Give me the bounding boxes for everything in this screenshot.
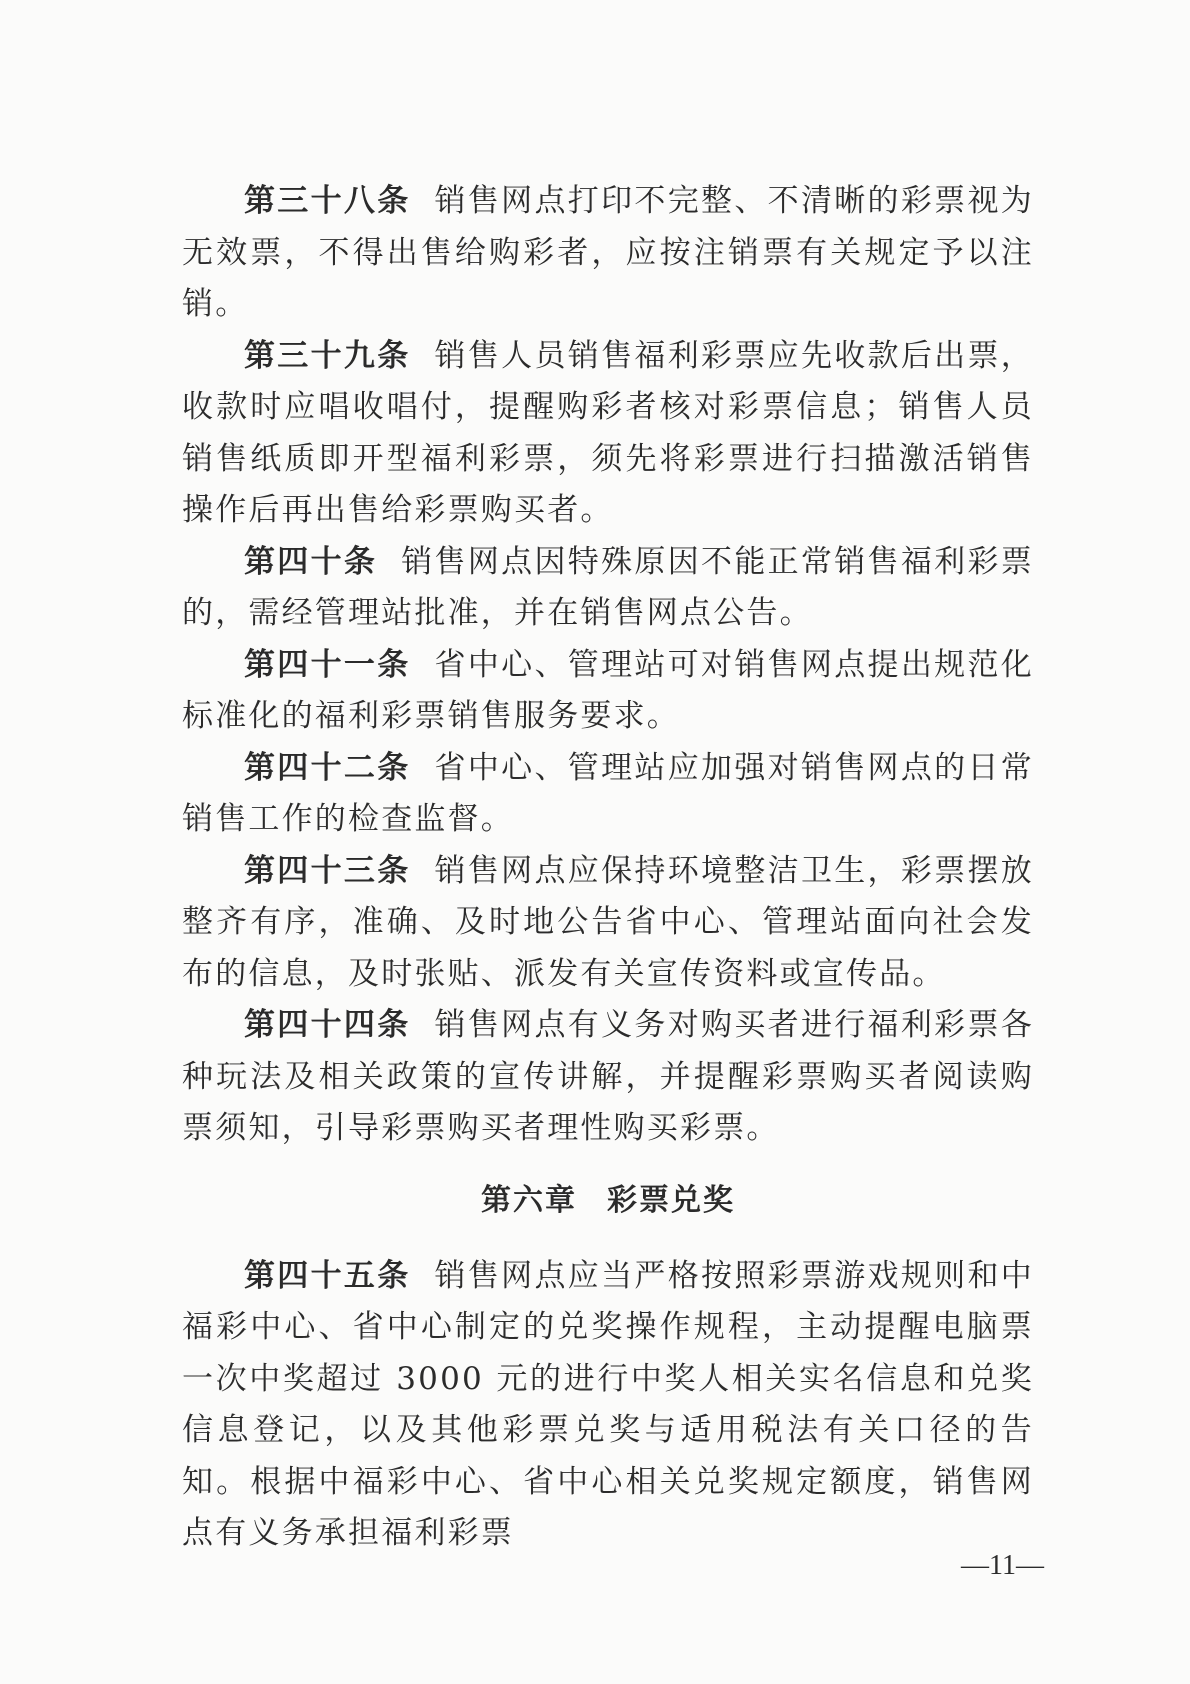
- article-number: 第三十九条: [244, 337, 411, 374]
- article-39: [182, 331, 1034, 537]
- article-number: 第四十二条: [244, 749, 411, 786]
- article-45: [182, 1251, 1034, 1560]
- article-text: 销售网点因特殊原因不能正常销售福利彩票的，需经管理站批准，并在销售网点公告。: [182, 543, 1034, 631]
- article-41: [182, 640, 1034, 743]
- article-number: 第三十八条: [244, 183, 411, 219]
- article-43: [182, 846, 1034, 1001]
- page-number: —11—: [961, 1550, 1044, 1581]
- article-number: 第四十条: [244, 543, 378, 580]
- article-number: 第四十三条: [244, 852, 411, 889]
- article-text: 销售网点应保持环境整洁卫生，彩票摆放整齐有序，准确、及时地公告省中心、管理站面向社会发布的信息，及时张贴、派发有关宣传资料或宣传品。: [182, 852, 1034, 992]
- chapter-number: 第六章: [481, 1182, 577, 1218]
- article-44: [182, 1000, 1034, 1155]
- document-body: [182, 176, 1034, 1560]
- article-42: [182, 743, 1034, 846]
- article-40: [182, 537, 1034, 640]
- article-text: 销售人员销售福利彩票应先收款后出票，收款时应唱收唱付，提醒购彩者核对彩票信息；销售人员销售纸质即开型福利彩票，须先将彩票进行扫描激活销售操作后再出售给彩票购买者。: [182, 337, 1034, 528]
- article-text: 销售网点应当严格按照彩票游戏规则和中福彩中心、省中心制定的兑奖操作规程，主动提醒电脑票一次中奖超过 3000 元的进行中奖人相关实名信息和兑奖信息登记，以及其他彩票兑奖与适用税法有关口径的告知。根据中福彩中心、省中心相关兑奖规定额度，销售网点有义务承担福利彩票: [182, 1257, 1034, 1551]
- article-text: 销售网点有义务对购买者进行福利彩票各种玩法及相关政策的宣传讲解，并提醒彩票购买者阅读购票须知，引导彩票购买者理性购买彩票。: [182, 1007, 1034, 1146]
- article-38: [182, 176, 1034, 331]
- article-text: 省中心、管理站应加强对销售网点的日常销售工作的检查监督。: [182, 749, 1034, 837]
- article-text: 省中心、管理站可对销售网点提出规范化标准化的福利彩票销售服务要求。: [182, 646, 1034, 734]
- chapter-heading: [182, 1173, 1034, 1229]
- article-text: 销售网点打印不完整、不清晰的彩票视为无效票，不得出售给购彩者，应按注销票有关规定予以注销。: [182, 183, 1034, 322]
- article-number: 第四十五条: [244, 1257, 411, 1294]
- article-number: 第四十一条: [244, 646, 411, 683]
- article-number: 第四十四条: [244, 1007, 411, 1043]
- chapter-title: 彩票兑奖: [607, 1182, 735, 1218]
